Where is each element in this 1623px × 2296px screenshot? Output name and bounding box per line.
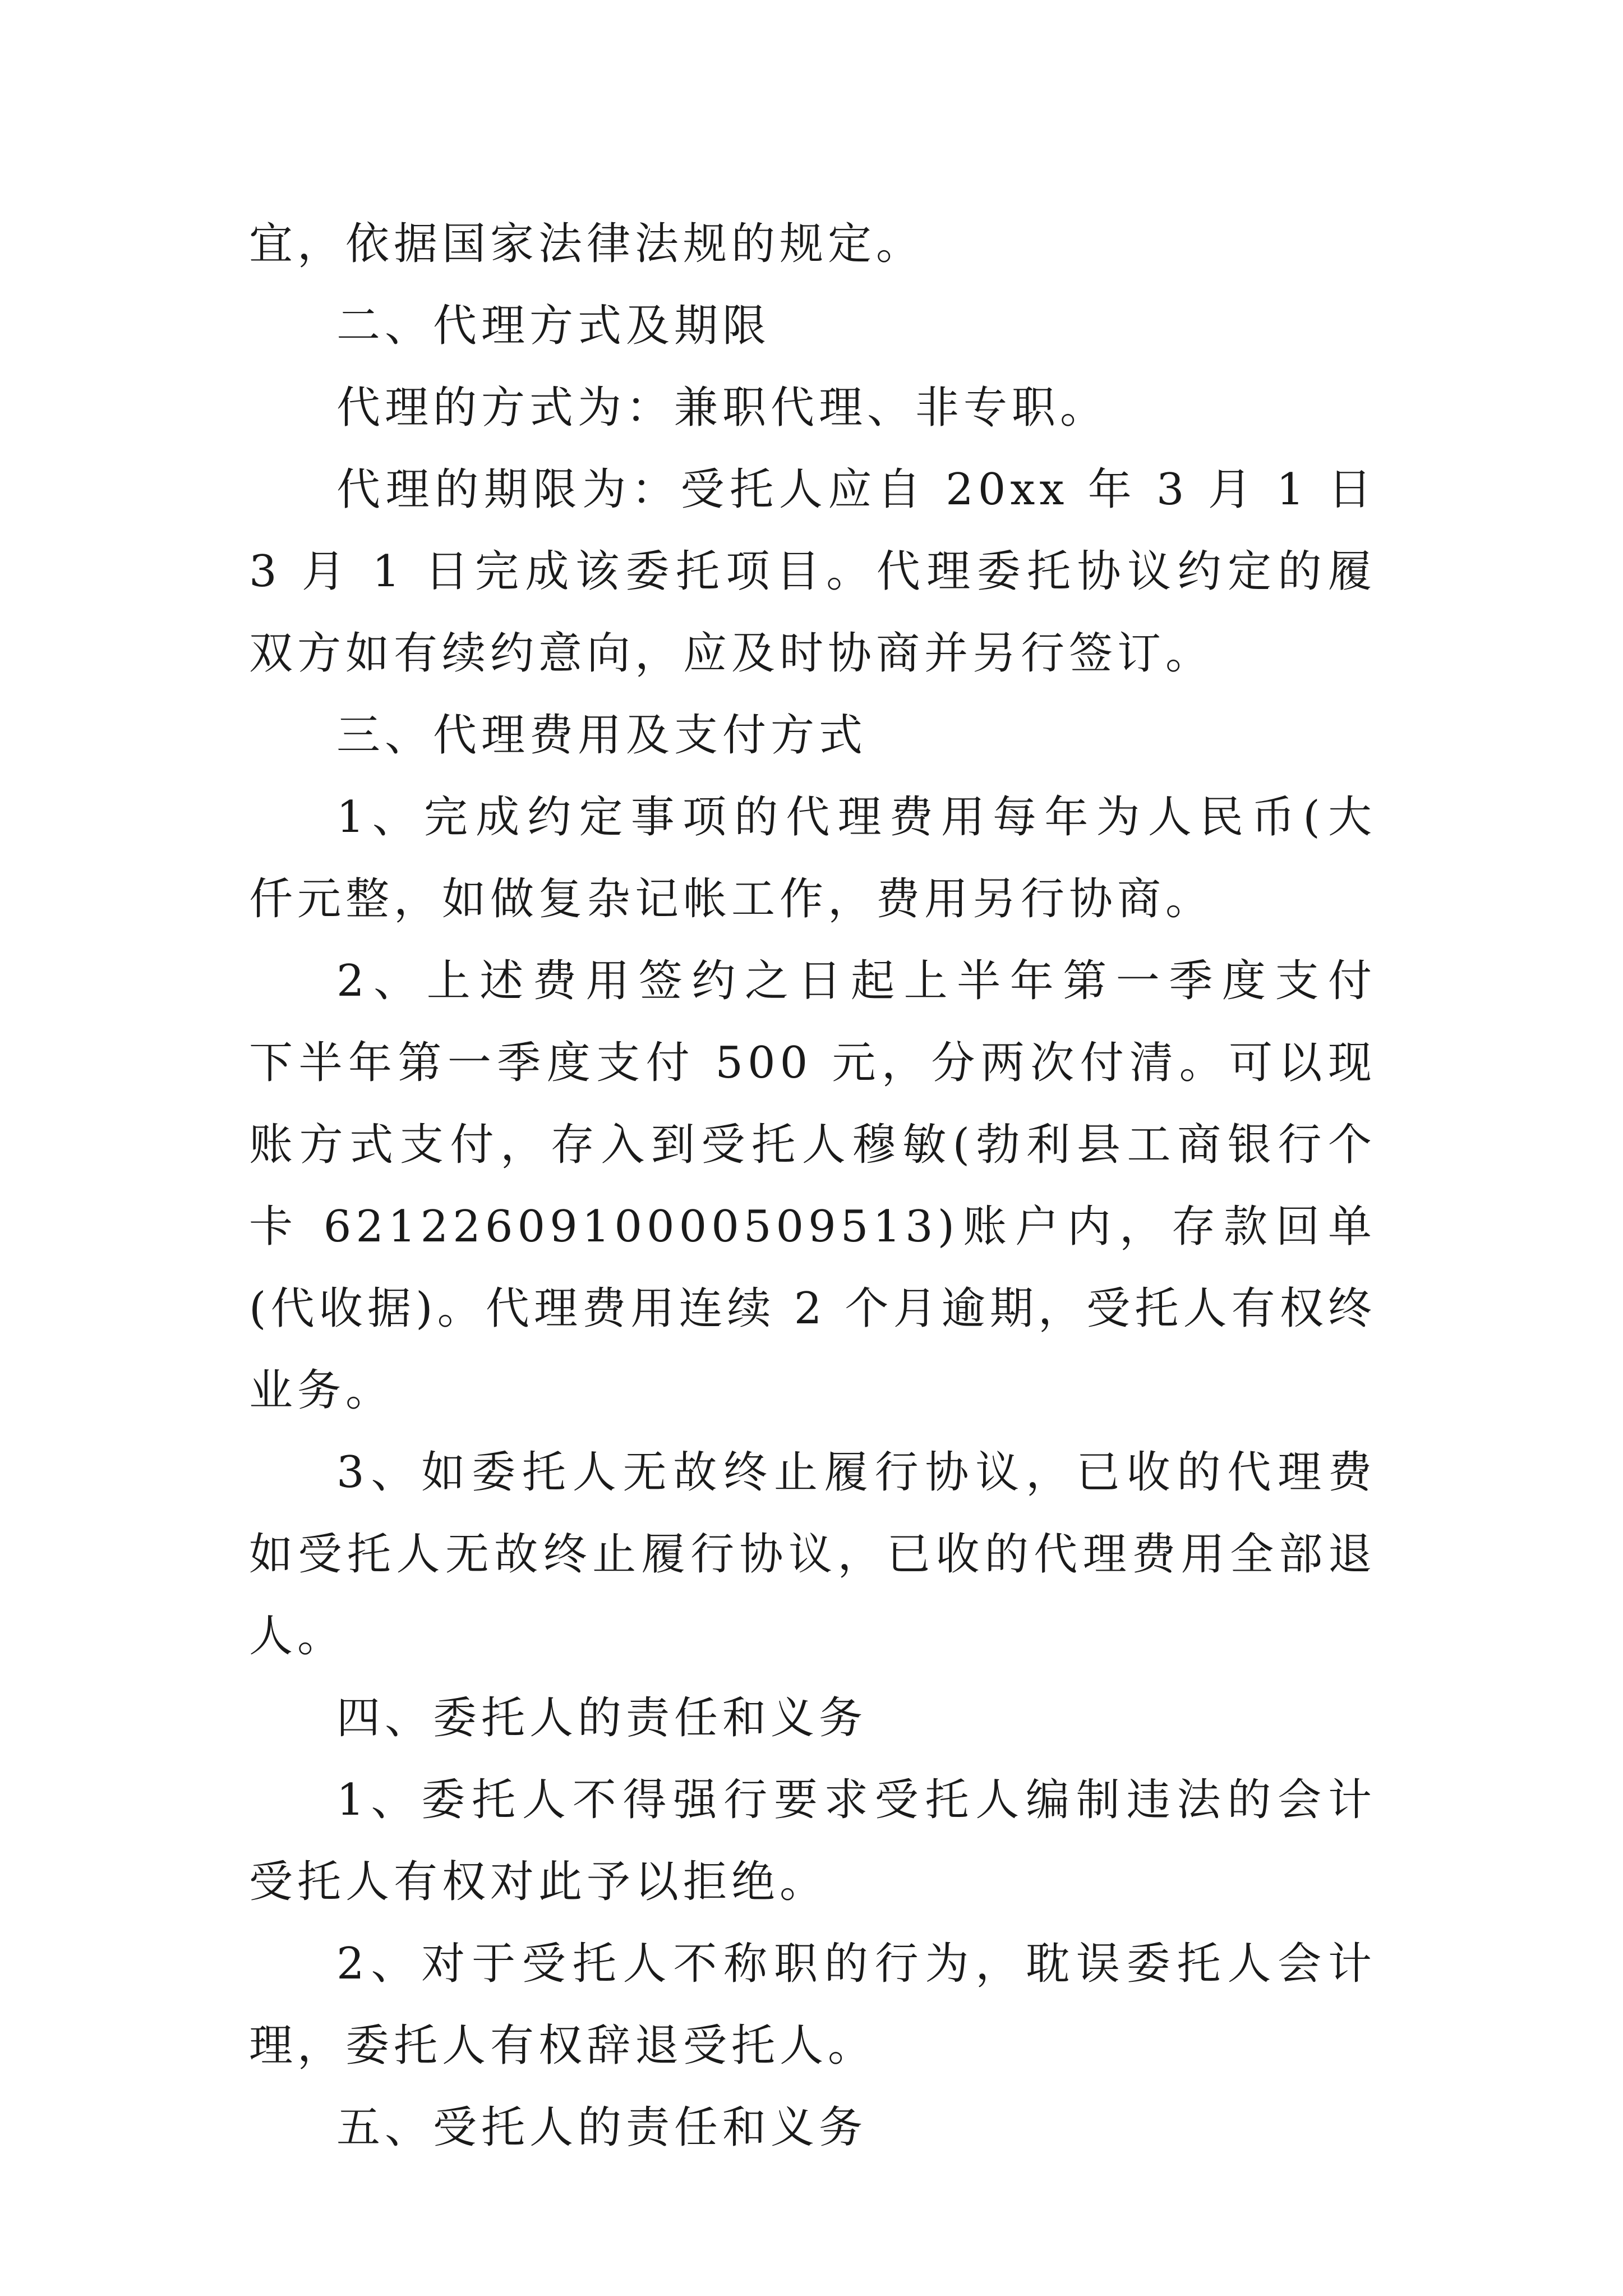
text-line: (代收据)。代理费用连续 2 个月逾期，受托人有权终: [249, 1283, 1376, 1334]
section-heading: 二、代理方式及期限: [336, 301, 771, 351]
text-line: 仟元整，如做复杂记帐工作，费用另行协商。: [249, 874, 1214, 924]
text-line: 3、如委托人无故终止履行协议，已收的代理费: [336, 1447, 1376, 1498]
section-heading: 四、委托人的责任和义务: [336, 1693, 868, 1743]
text-line: 人。: [249, 1611, 346, 1662]
text-line: 卡 6212260910000509513)账户内，存款回单: [249, 1202, 1376, 1252]
text-line: 业务。: [249, 1365, 394, 1416]
section-heading: 三、代理费用及支付方式: [336, 710, 868, 761]
text-line: 3 月 1 日完成该委托项目。代理委托协议约定的履: [249, 546, 1376, 597]
text-line: 如受托人无故终止履行协议，已收的代理费用全部退: [249, 1529, 1376, 1580]
text-line: 理，委托人有权辞退受托人。: [249, 2021, 877, 2071]
section-heading: 五、受托人的责任和义务: [336, 2102, 868, 2153]
text-line: 双方如有续约意向，应及时协商并另行签订。: [249, 628, 1214, 679]
text-line: 下半年第一季度支付 500 元，分两次付清。可以现: [249, 1038, 1376, 1088]
text-line: 宜，依据国家法律法规的规定。: [249, 219, 925, 269]
text-line: 2、对于受托人不称职的行为，耽误委托人会计: [336, 1939, 1376, 1989]
text-line: 代理的方式为：兼职代理、非专职。: [336, 383, 1109, 433]
text-line: 受托人有权对此予以拒绝。: [249, 1857, 828, 1907]
text-line: 1、完成约定事项的代理费用每年为人民币(大: [336, 792, 1376, 843]
text-line: 代理的期限为：受托人应自 20xx 年 3 月 1 日: [336, 464, 1376, 515]
text-line: 2、上述费用签约之日起上半年第一季度支付: [336, 956, 1376, 1006]
text-line: 账方式支付，存入到受托人穆敏(勃利县工商银行个: [249, 1120, 1376, 1170]
text-line: 1、委托人不得强行要求受托人编制违法的会计: [336, 1775, 1376, 1825]
